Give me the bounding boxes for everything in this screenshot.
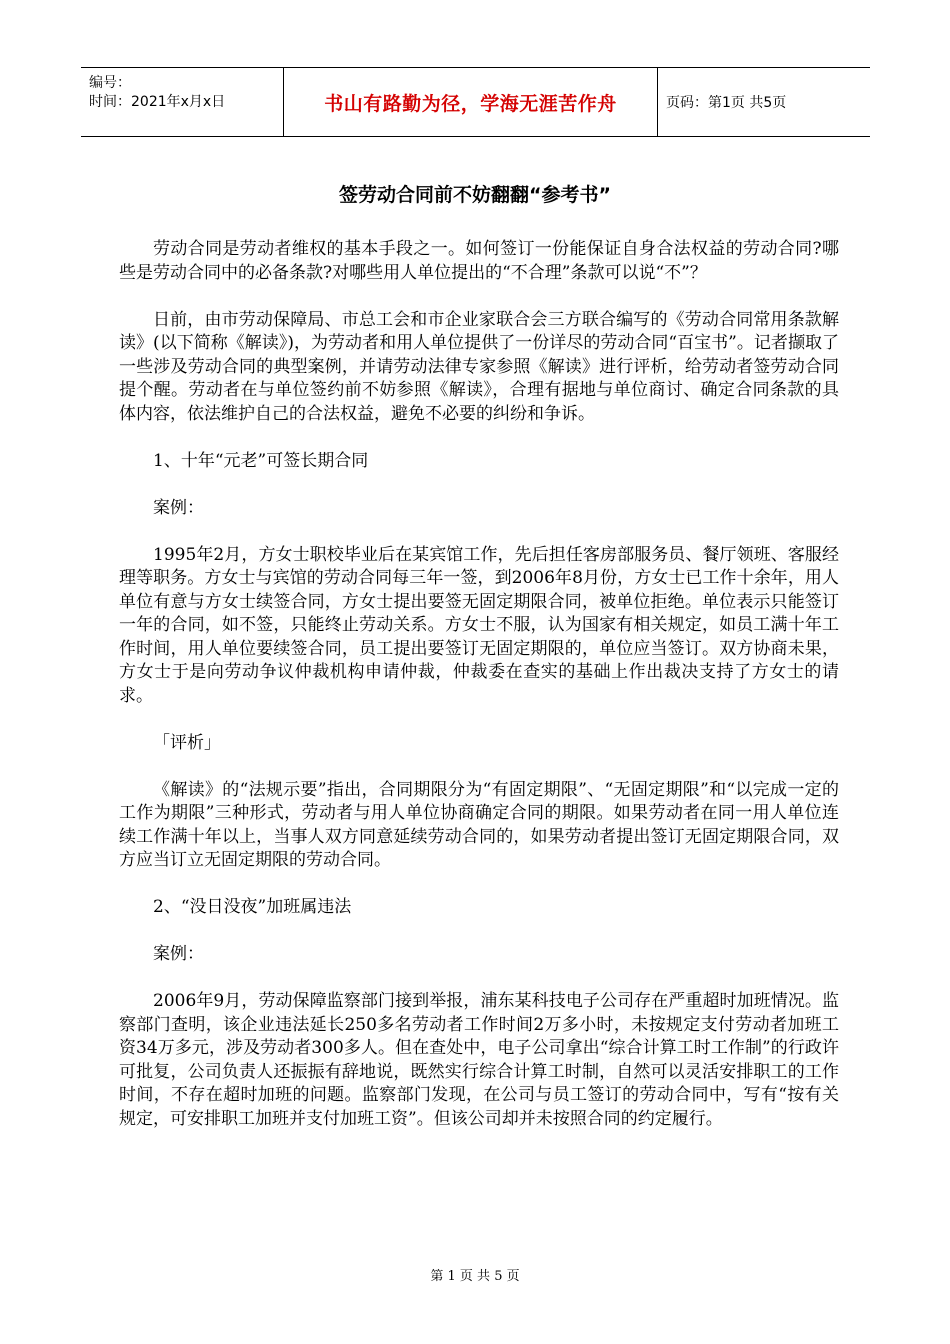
analysis-label: 「评析」: [153, 732, 221, 753]
page-footer: 第 1 页 共 5 页: [430, 1269, 520, 1284]
header-motto: 书山有路勤为径，学海无涯苦作舟: [324, 92, 617, 115]
document-title: 签劳动合同前不妨翻翻“参考书”: [339, 184, 611, 206]
section-heading: 1、十年“元老”可签长期合同: [153, 450, 369, 471]
section-heading: 2、“没日没夜”加班属违法: [153, 897, 352, 917]
paragraph: 劳动合同是劳动者维权的基本手段之一。如何签订一份能保证自身合法权益的劳动合同?哪些是劳动合同中的必备条款?对哪些用人单位提出的“不合理”条款可以说“不”？: [119, 239, 839, 283]
header-page-info: 页码：第1页 共5页: [666, 95, 787, 111]
paragraph: 1995年2月，方女士职校毕业后在某宾馆工作，先后担任客房部服务员、餐厅领班、客服经理等职务。方女士与宾馆的劳动合同每三年一签，到2006年8月份，方女士已工作十余年，用人单位有意与方女士续签合同，方女士提出要签无固定期限合同，被单位拒绝。单位表示只能签订一年的合同，如不签，只能终止劳动关系。方女士不服，认为国家有相关规定，如员工满十年工作时间，用人单位要续签合同，员工提出要签订无固定期限的，单位应当签订。双方协商未果，方女士于是向劳动争议仲裁机构申请仲裁，仲裁委在查实的基础上作出裁决支持了方女士的请求。: [119, 544, 839, 706]
paragraph: 《解读》的“法规示要”指出，合同期限分为“有固定期限”、“无固定期限”和“以完成一定的工作为期限”三种形式，劳动者与用人单位协商确定合同的期限。如果劳动者在同一用人单位连续工作满十年以上，当事人双方同意延续劳动合同的，如果劳动者提出签订无固定期限合同，双方应当订立无固定期限的劳动合同。: [119, 779, 839, 870]
document-number-label: 编号：: [89, 75, 131, 91]
case-label: 案例：: [153, 944, 204, 964]
header-meta: [81, 68, 283, 136]
document-body: [119, 238, 839, 1131]
page-header: [81, 67, 870, 137]
header-motto-cell: [283, 68, 658, 136]
document-time-label: 时间：2021年x月x日: [89, 94, 226, 110]
case-label: 案例：: [153, 497, 204, 518]
paragraph: 日前，由市劳动保障局、市总工会和市企业家联合会三方联合编写的《劳动合同常用条款解读》(以下简称《解读》)，为劳动者和用人单位提供了一份详尽的劳动合同“百宝书”。记者撷取了一些涉及劳动合同的典型案例，并请劳动法律专家参照《解读》进行评析，给劳动者签劳动合同提个醒。劳动者在与单位签约前不妨参照《解读》，合理有据地与单位商讨、确定合同条款的具体内容，依法维护自己的合法权益，避免不必要的纠纷和争诉。: [119, 309, 839, 424]
paragraph: 2006年9月，劳动保障监察部门接到举报，浦东某科技电子公司存在严重超时加班情况。监察部门查明，该企业违法延长250多名劳动者工作时间2万多小时，未按规定支付劳动者加班工资34万多元，涉及劳动者300多人。但在查处中，电子公司拿出“综合计算工时工作制”的行政许可批复，公司负责人还振振有辞地说，既然实行综合计算工时制，自然可以灵活安排职工的工作时间，不存在超时加班的问题。监察部门发现，在公司与员工签订的劳动合同中，写有“按有关规定，可安排职工加班并支付加班工资”。但该公司却并未按照合同的约定履行。: [119, 991, 839, 1129]
